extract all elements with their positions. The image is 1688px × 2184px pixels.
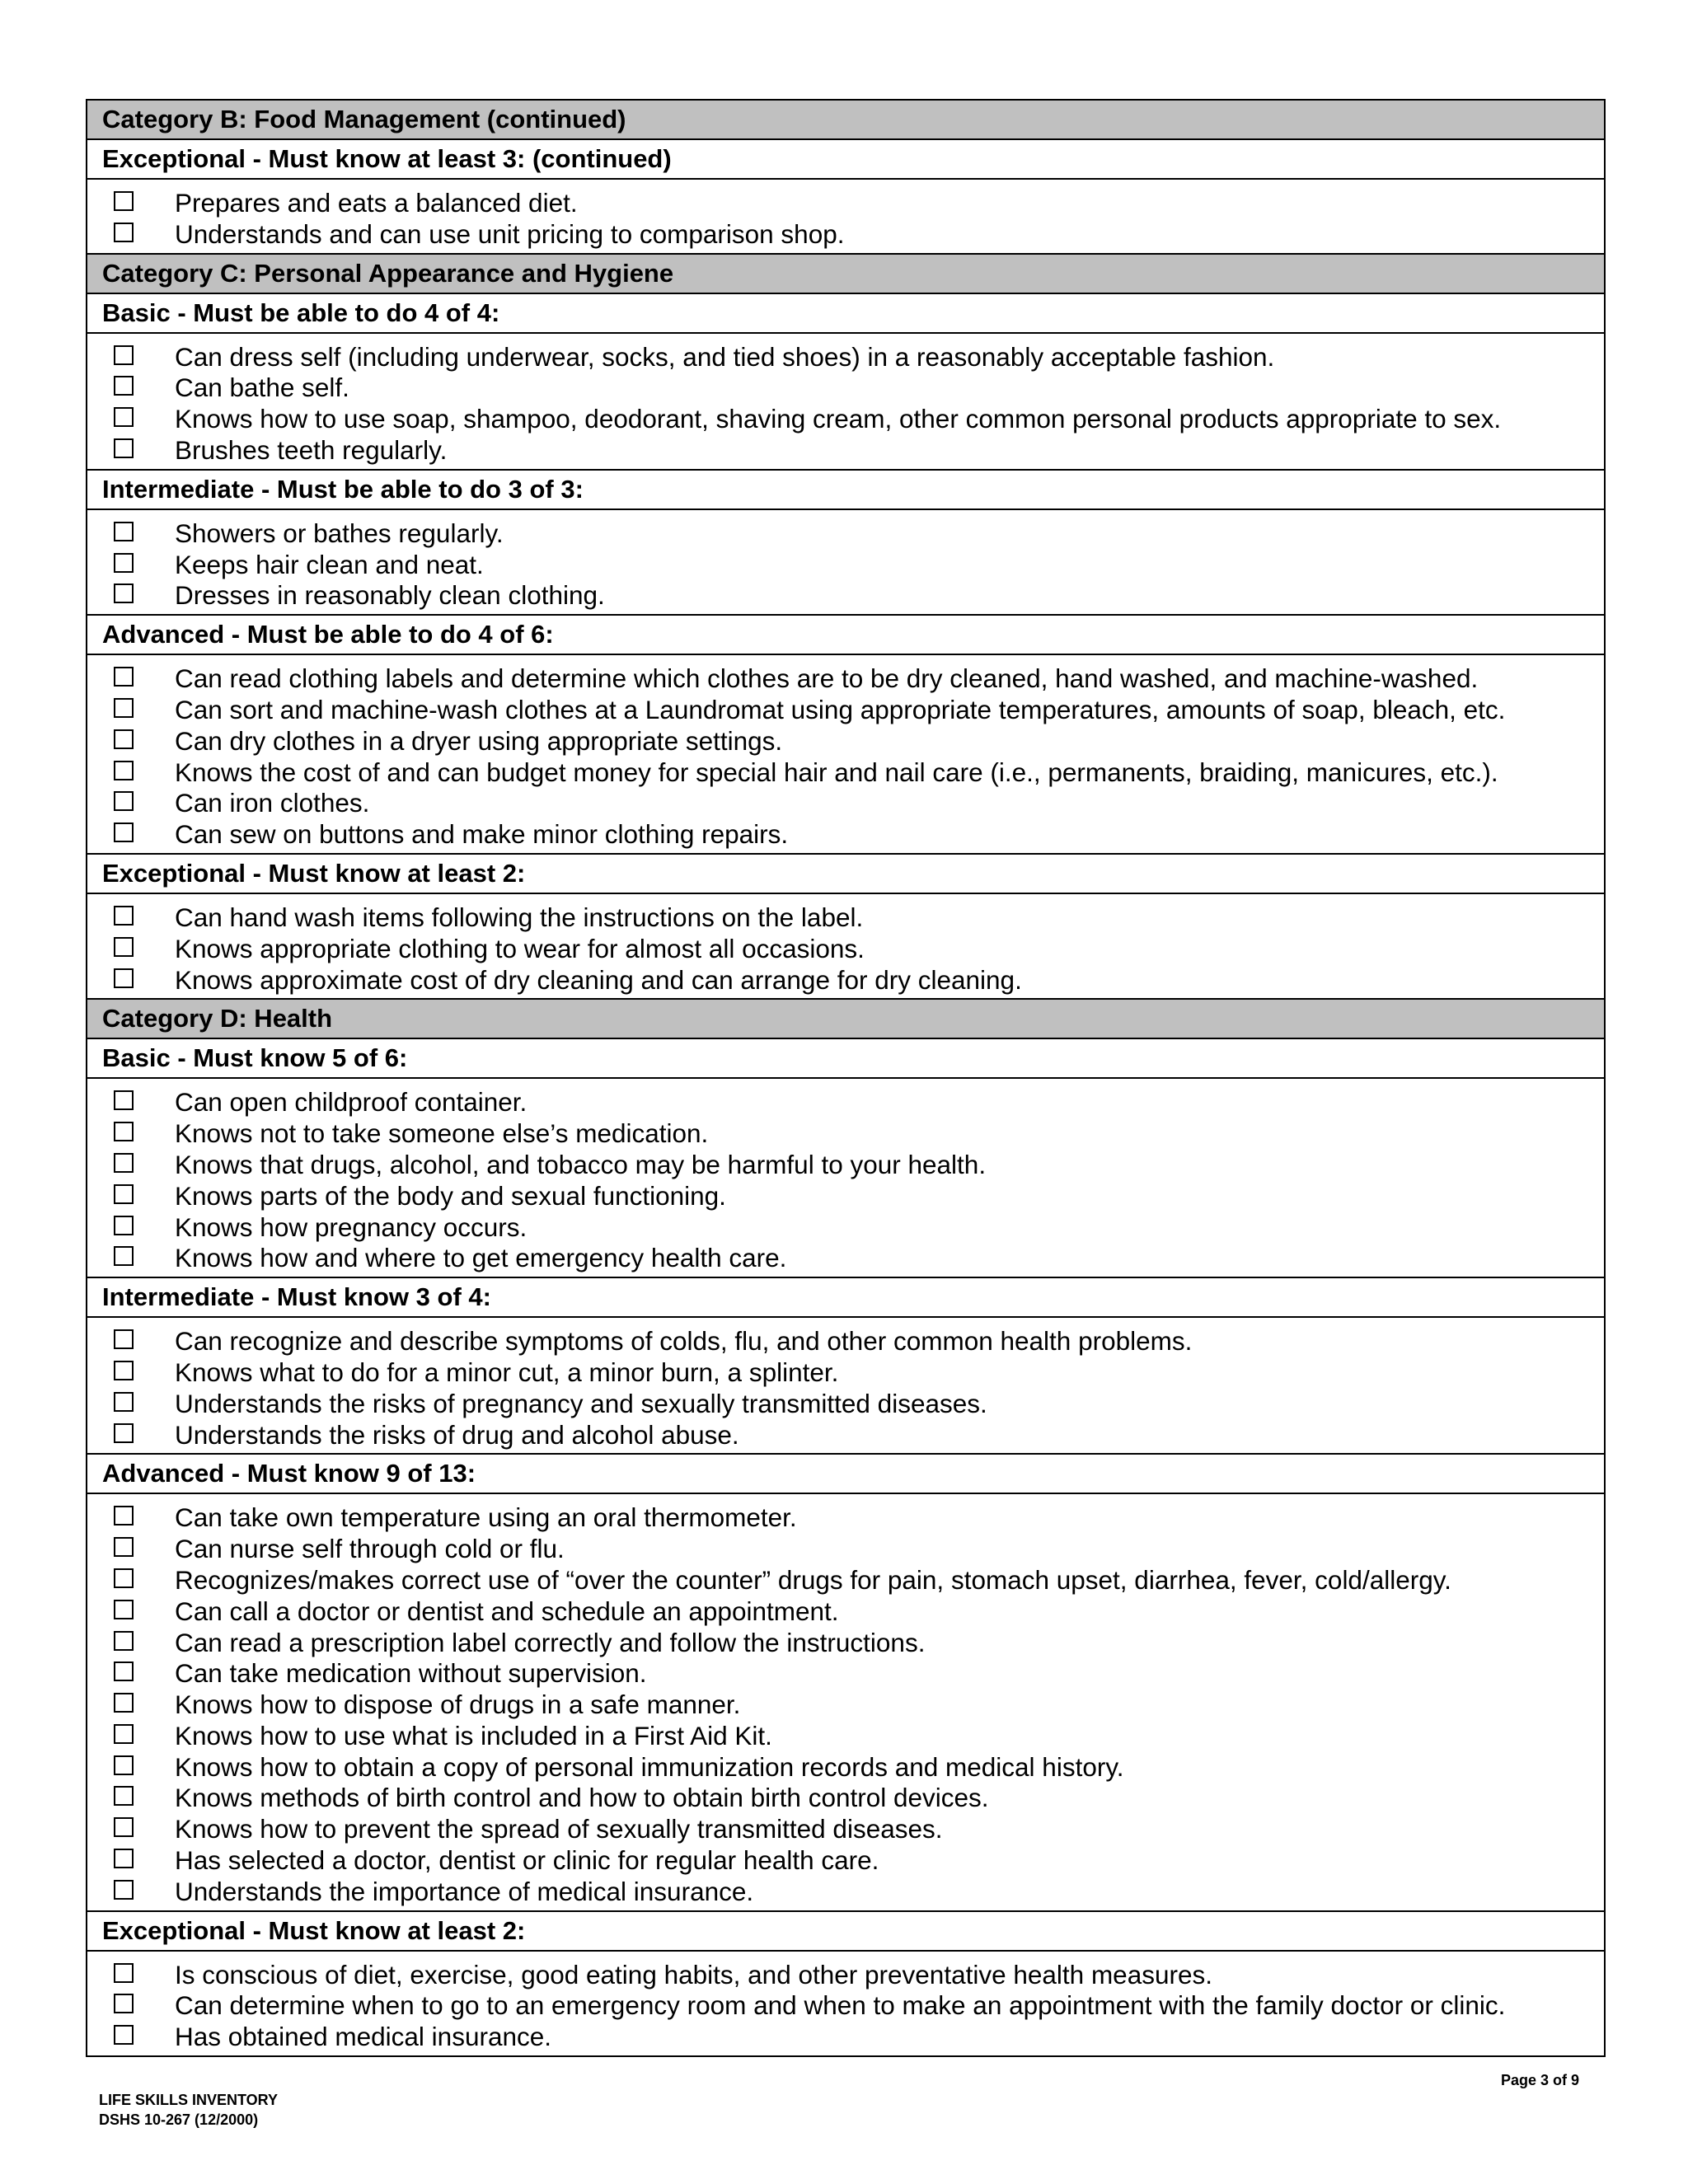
checklist-item-label: Recognizes/makes correct use of “over the counter” drugs for pain, stomach upset, diarrhea, fever, cold/allergy. [175,1564,1451,1595]
level-heading: Exceptional - Must know at least 2: [87,1910,1604,1950]
checklist-item-label: Can open childproof container. [175,1087,528,1118]
checklist-item-label: Knows how pregnancy occurs. [175,1212,528,1242]
checklist-item [87,1150,1604,1181]
checklist-item [87,188,1604,219]
checklist-item-label: Can sort and machine-wash clothes at a Laundromat using appropriate temperatures, amounts of soap, bleach, etc. [175,694,1506,724]
checklist-item [87,934,1604,965]
checklist-item-label: Can hand wash items following the instructions on the label. [175,902,864,932]
checklist-item [87,1212,1604,1244]
level-heading: Exceptional - Must know at least 2: [87,853,1604,893]
category-header: Category C: Personal Appearance and Hygiene [87,253,1604,293]
checklist-item [87,1690,1604,1721]
checkbox[interactable] [114,407,134,427]
checklist-item [87,1357,1604,1389]
checkbox[interactable] [114,791,134,811]
checklist-item [87,1628,1604,1659]
checkbox[interactable] [114,1423,134,1443]
checklist-item [87,518,1604,550]
checkbox[interactable] [114,1600,134,1619]
checklist-item-label: Keeps hair clean and neat. [175,549,484,579]
checkbox[interactable] [114,1153,134,1173]
checklist-item [87,663,1604,695]
checklist-item-label: Knows how to obtain a copy of personal immunization records and medical history. [175,1751,1124,1782]
checklist-group [87,1077,1604,1277]
checkbox[interactable] [114,2025,134,2045]
checklist-item-label: Knows approximate cost of dry cleaning and can arrange for dry cleaning. [175,964,1022,995]
checkbox[interactable] [114,1361,134,1380]
checklist-item [87,1721,1604,1752]
checklist-item-label: Can call a doctor or dentist and schedule an appointment. [175,1596,839,1626]
checklist-item-label: Can take own temperature using an oral thermometer. [175,1502,797,1533]
checklist-item [87,726,1604,757]
checklist-group [87,178,1604,253]
checklist-item-label: Knows how to use soap, shampoo, deodorant, shaving cream, other common personal products appropriate to sex. [175,404,1502,434]
checkbox[interactable] [114,1786,134,1806]
checklist-item-label: Showers or bathes regularly. [175,518,504,548]
checkbox[interactable] [114,667,134,687]
form-number: DSHS 10-267 (12/2000) [99,2111,259,2128]
checklist-item [87,1845,1604,1877]
checklist-item-label: Understands the risks of drug and alcohol abuse. [175,1419,739,1450]
checklist-item-label: Understands and can use unit pricing to comparison shop. [175,218,845,249]
checkbox[interactable] [114,376,134,396]
level-heading: Intermediate - Must know 3 of 4: [87,1277,1604,1316]
inventory-form-table [86,99,1606,2057]
checklist-item [87,1420,1604,1451]
checklist-item [87,902,1604,934]
checkbox[interactable] [114,223,134,242]
checklist-item [87,1087,1604,1118]
checklist-item-label: Can nurse self through cold or flu. [175,1534,565,1564]
checklist-item-label: Understands the risks of pregnancy and sexually transmitted diseases. [175,1388,987,1418]
level-heading: Basic - Must be able to do 4 of 4: [87,293,1604,332]
checklist-item [87,1596,1604,1628]
checklist-item-label: Can dry clothes in a dryer using appropriate settings. [175,725,783,756]
checkbox[interactable] [114,1506,134,1526]
checkbox[interactable] [114,1090,134,1110]
checklist-item-label: Knows not to take someone else’s medication. [175,1118,709,1149]
checklist-item-label: Can read clothing labels and determine which clothes are to be dry cleaned, hand washed, and machine-washed. [175,663,1479,694]
form-footer [99,2090,278,2130]
checklist-item-label: Can iron clothes. [175,788,370,818]
checklist-item [87,1658,1604,1690]
checklist-item-label: Knows how to use what is included in a First Aid Kit. [175,1720,772,1750]
form-title: LIFE SKILLS INVENTORY [99,2092,279,2108]
checklist-item-label: Prepares and eats a balanced diet. [175,188,578,218]
checklist-item [87,1326,1604,1357]
checklist-item-label: Knows that drugs, alcohol, and tobacco may be harmful to your health. [175,1149,987,1179]
checklist-item-label: Can read a prescription label correctly and follow the instructions. [175,1627,926,1657]
checkbox[interactable] [114,1755,134,1775]
checklist-group [87,893,1604,998]
checkbox[interactable] [114,1849,134,1868]
checklist-item-label: Has obtained medical insurance. [175,2022,552,2052]
checkbox[interactable] [114,1329,134,1349]
checkbox[interactable] [114,937,134,957]
checklist-group [87,332,1604,469]
checklist-item [87,404,1604,435]
checkbox[interactable] [114,1216,134,1235]
checklist-item-label: Knows methods of birth control and how to obtain birth control devices. [175,1783,989,1813]
checkbox[interactable] [114,1817,134,1837]
checkbox[interactable] [114,583,134,603]
checklist-item [87,1502,1604,1534]
checklist-item [87,788,1604,819]
checklist-item-label: Brushes teeth regularly. [175,434,448,465]
checkbox[interactable] [114,1392,134,1412]
level-heading: Intermediate - Must be able to do 3 of 3: [87,469,1604,509]
category-header: Category D: Health [87,998,1604,1038]
checklist-item-label: Can bathe self. [175,373,349,403]
checklist-item-label: Knows how and where to get emergency health care. [175,1243,787,1273]
category-header: Category B: Food Management (continued) [87,101,1604,138]
checkbox[interactable] [114,1994,134,2013]
checkbox[interactable] [114,1880,134,1900]
checkbox[interactable] [114,1246,134,1266]
checklist-item-label: Can determine when to go to an emergency room and when to make an appointment with the family doctor or clinic. [175,1990,1506,2021]
checklist-item [87,965,1604,996]
checklist-item [87,1389,1604,1420]
checklist-item-label: Dresses in reasonably clean clothing. [175,580,605,611]
checkbox[interactable] [114,1963,134,1983]
checklist-item-label: Knows parts of the body and sexual functioning. [175,1180,726,1211]
checkbox[interactable] [114,698,134,718]
checklist-item-label: Knows the cost of and can budget money for special hair and nail care (i.e., permanents, braiding, manicures, etc.). [175,757,1498,787]
checkbox[interactable] [114,968,134,988]
checklist-item [87,1960,1604,1991]
checkbox[interactable] [114,1568,134,1588]
checklist-item-label: Is conscious of diet, exercise, good eating habits, and other preventative health measures. [175,1959,1213,1990]
checklist-item-label: Can sew on buttons and make minor clothing repairs. [175,819,789,850]
level-heading: Advanced - Must know 9 of 13: [87,1453,1604,1493]
checklist-item-label: Knows how to prevent the spread of sexually transmitted diseases. [175,1814,943,1844]
checklist-item [87,1118,1604,1150]
checkbox[interactable] [114,1661,134,1681]
checkbox[interactable] [114,1693,134,1713]
checklist-group [87,1493,1604,1910]
checkbox[interactable] [114,761,134,780]
checklist-item-label: Can dress self (including underwear, socks, and tied shoes) in a reasonably acceptable fashion. [175,341,1275,372]
level-heading: Exceptional - Must know at least 3: (continued) [87,138,1604,178]
checkbox[interactable] [114,1631,134,1651]
level-heading: Basic - Must know 5 of 6: [87,1038,1604,1077]
checklist-item [87,580,1604,612]
checklist-item [87,1783,1604,1814]
checklist-group [87,1950,1604,2055]
checklist-group [87,654,1604,853]
checkbox[interactable] [114,1184,134,1204]
checklist-item [87,219,1604,251]
checklist-item-label: Can take medication without supervision. [175,1658,647,1689]
checkbox[interactable] [114,345,134,365]
checkbox[interactable] [114,906,134,926]
checkbox[interactable] [114,1537,134,1557]
checklist-item [87,373,1604,404]
checkbox[interactable] [114,438,134,458]
checkbox[interactable] [114,553,134,573]
checkbox[interactable] [114,522,134,541]
checklist-item [87,1565,1604,1596]
checklist-item [87,1752,1604,1783]
checklist-item [87,2022,1604,2053]
checkbox[interactable] [114,191,134,211]
checkbox[interactable] [114,1724,134,1744]
checklist-item [87,1814,1604,1845]
checklist-item [87,1181,1604,1212]
checklist-group [87,1316,1604,1453]
checkbox[interactable] [114,1122,134,1141]
checklist-item [87,695,1604,726]
checklist-item-label: Knows appropriate clothing to wear for almost all occasions. [175,933,865,963]
checklist-item [87,757,1604,789]
checklist-item [87,1243,1604,1274]
checklist-item-label: Knows how to dispose of drugs in a safe manner. [175,1690,741,1720]
checklist-item [87,819,1604,851]
page-number: Page 3 of 9 [1500,2072,1579,2088]
checklist-item-label: Has selected a doctor, dentist or clinic for regular health care. [175,1845,879,1876]
checkbox[interactable] [114,729,134,749]
level-heading: Advanced - Must be able to do 4 of 6: [87,614,1604,654]
checklist-item [87,1534,1604,1565]
checklist-group [87,509,1604,614]
checklist-item [87,435,1604,466]
checklist-item [87,550,1604,581]
checklist-item-label: Knows what to do for a minor cut, a minor burn, a splinter. [175,1357,839,1387]
checklist-item [87,342,1604,373]
checklist-item [87,1990,1604,2022]
checklist-item-label: Understands the importance of medical insurance. [175,1876,754,1906]
checklist-item [87,1877,1604,1908]
checkbox[interactable] [114,823,134,842]
checklist-item-label: Can recognize and describe symptoms of colds, flu, and other common health problems. [175,1326,1193,1357]
